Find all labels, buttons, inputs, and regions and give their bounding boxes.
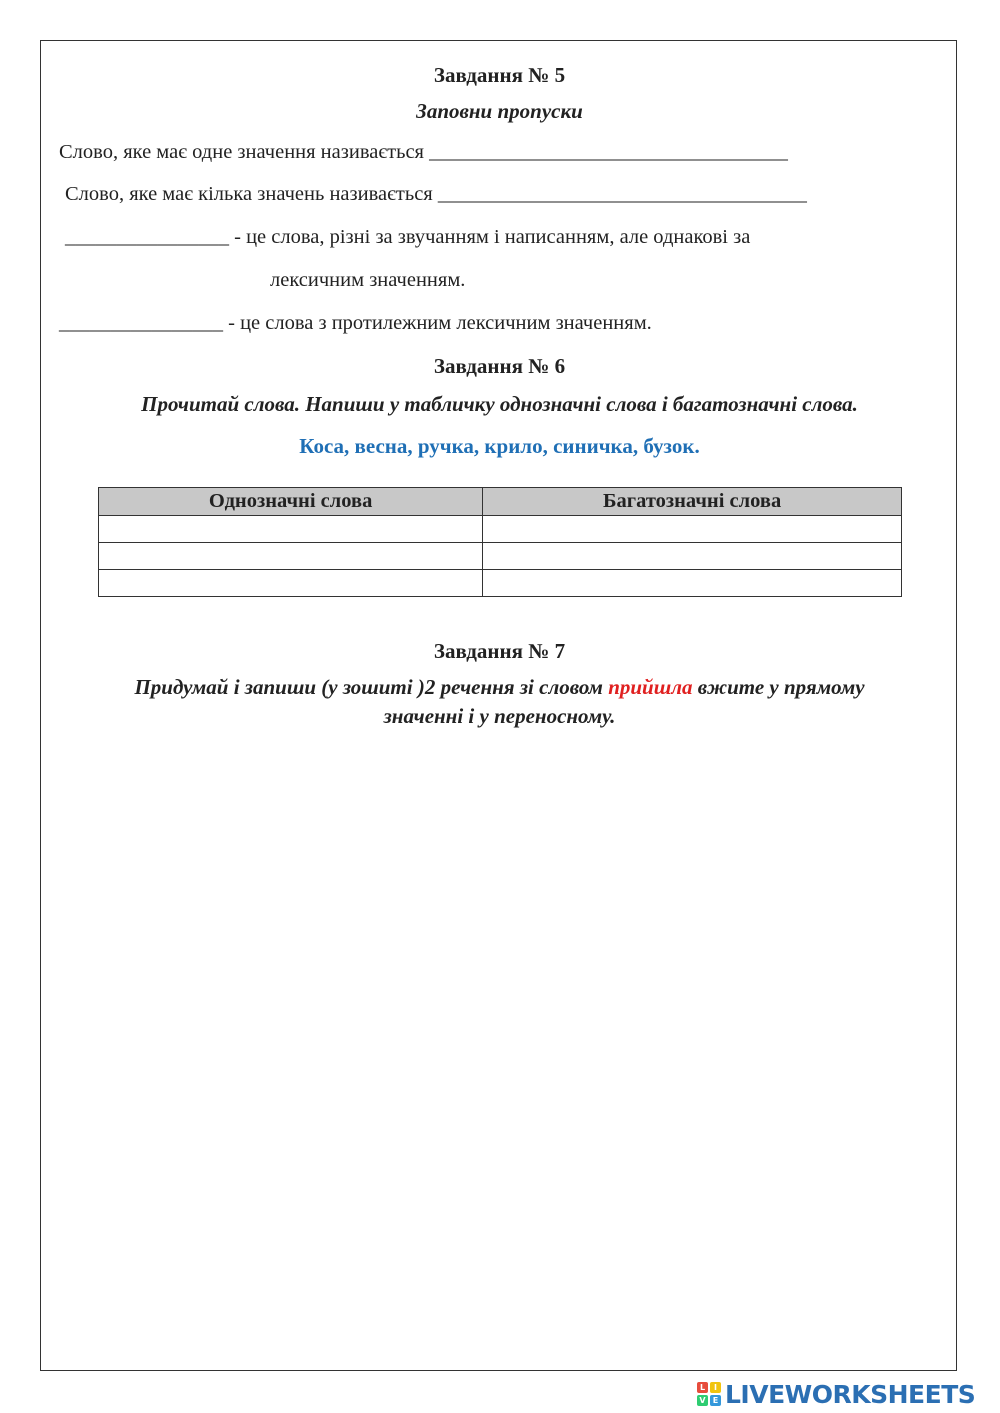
task7-instruction-line2: значенні і у переносному. [383, 704, 616, 728]
task6-title: Завдання № 6 [433, 354, 566, 378]
task5-line-polysemous: Слово, яке має кілька значень називається ____________________________________ [65, 183, 807, 205]
table-cell-polysemous[interactable] [483, 516, 902, 543]
logo-letter: E [710, 1395, 721, 1406]
task7-instruction-part2: вжите у прямому [692, 675, 865, 699]
table-cell-monosemous[interactable] [99, 516, 483, 543]
header-polysemous: Багатозначні слова [483, 488, 902, 516]
task7-instruction [41, 675, 958, 700]
task5-line-synonyms-cont: лексичним значенням. [270, 269, 466, 291]
logo-mark-icon [697, 1382, 721, 1406]
table-header-row [99, 488, 902, 516]
task5-subtitle: Заповни пропуски [416, 99, 583, 123]
logo-letter: V [697, 1395, 708, 1406]
table-row [99, 543, 902, 570]
task7-instruction-part1: Придумай і запиши (у зошиті )2 речення зі словом [134, 675, 609, 699]
worksheet-page [40, 40, 957, 1371]
highlighted-word: прийшла [608, 675, 693, 699]
task5-line-antonyms: ________________ - це слова з протилежним лексичним значенням. [59, 312, 652, 334]
task5-line-monosemous: Слово, яке має одне значення називається ___________________________________ [59, 141, 788, 163]
words-table [98, 487, 902, 597]
task6-instruction: Прочитай слова. Напиши у табличку однозначні слова і багатозначні слова. [141, 392, 858, 416]
table-cell-monosemous[interactable] [99, 543, 483, 570]
task6-word-list: Коса, весна, ручка, крило, синичка, бузок. [299, 434, 700, 458]
liveworksheets-logo [697, 1379, 975, 1409]
task5-title: Завдання № 5 [433, 63, 566, 87]
logo-letter: I [710, 1382, 721, 1393]
task7-title: Завдання № 7 [433, 639, 566, 663]
logo-text: LIVEWORKSHEETS [725, 1379, 976, 1409]
table-cell-polysemous[interactable] [483, 543, 902, 570]
header-monosemous: Однозначні слова [99, 488, 483, 516]
logo-letter: L [697, 1382, 708, 1393]
task5-line-synonyms: ________________ - це слова, різні за звучанням і написанням, але однакові за [65, 226, 751, 248]
table-row [99, 516, 902, 543]
table-cell-polysemous[interactable] [483, 570, 902, 597]
table-cell-monosemous[interactable] [99, 570, 483, 597]
table-row [99, 570, 902, 597]
